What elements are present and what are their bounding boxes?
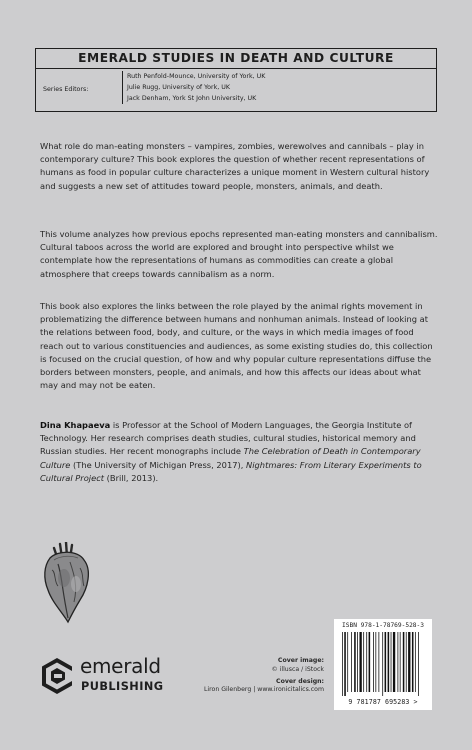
anatomical-heart-icon <box>40 542 94 624</box>
cover-design-value: Liron Gilenberg | www.ironicitalics.com <box>203 686 324 694</box>
barcode-stripe <box>375 632 376 692</box>
barcode-stripe <box>373 632 374 692</box>
barcode-stripe <box>418 632 419 696</box>
author-bio-text: (The University of Michigan Press, 2017), <box>70 459 247 470</box>
barcode-stripe <box>363 632 364 692</box>
series-editors-label: Series Editors: <box>43 86 89 93</box>
author-bio <box>40 419 438 485</box>
publisher-name: emerald <box>80 654 161 678</box>
barcode-stripe <box>408 632 410 692</box>
series-editors-list <box>122 71 265 104</box>
series-editor: Jack Denham, York St John University, UK <box>127 95 257 102</box>
isbn-label: ISBN 978-1-78769-528-3 <box>342 622 424 629</box>
barcode-stripe <box>403 632 405 692</box>
isbn-barcode <box>334 619 432 710</box>
blurb-paragraph-1: What role do man-eating monsters – vampires, zombies, werewolves and cannibals – play in contemporary culture? This book explores the question of whether recent representations of humans as food in popular culture characterizes a unique moment in Western cultural history and suggests a new set of attitudes toward people, monsters, animals, and death. <box>40 141 430 191</box>
blurb-paragraph-3: This book also explores the links between the role played by the animal rights movement in problematizing the difference between humans and nonhuman animals. Instead of looking at the relations between food, body, and culture, or the ways in which media images of food reach out to various constituencies and audiences, as some existing studies do, this collection is focused on the crucial question, of how and why popular culture representations diffuse the borders between monsters, people, and animals, and how this affects our ideas about what may and may not be eaten. <box>40 301 433 391</box>
author-bio-text: is Professor at the School of Modern Languages, the Georgia Institute of Technology. Her research comprises death studies, cultural studies, historical memory and Russian studies. Her recent monographs include <box>40 420 416 457</box>
barcode-stripe <box>369 632 371 692</box>
barcode-stripe <box>382 632 383 696</box>
barcode-stripe <box>354 632 356 692</box>
barcode-stripe <box>388 632 390 692</box>
barcode-stripe <box>412 632 414 692</box>
author-book-title: Nightmares: From Literary Experiments to Cultural Project <box>40 459 422 483</box>
barcode-stripe <box>400 632 401 692</box>
barcode-stripe <box>393 632 395 692</box>
author-bio-text: (Brill, 2013). <box>104 472 159 483</box>
barcode-stripe <box>406 632 407 692</box>
barcode-stripe <box>378 632 379 692</box>
barcode-stripe <box>391 632 392 692</box>
barcode-stripe <box>344 632 346 696</box>
blurb-paragraph-2: This volume analyzes how previous epochs represented man-eating monsters and cannibalism. Cultural taboos across the world are explored and brought into perspective whilst we contemplate how the representations of humans as commodities can create a global atmosphere that creeps towards cannibalism as a norm. <box>40 229 438 279</box>
author-book-title: The Celebration of Death in Contemporary Culture <box>40 446 421 470</box>
barcode-stripe <box>357 632 358 692</box>
cover-design-label: Cover design: <box>276 677 324 685</box>
barcode-stripe <box>398 632 399 692</box>
isbn-digits: 9 781787 695283 > <box>348 698 418 706</box>
cover-image-value: © illusca / iStock <box>271 665 324 673</box>
series-box <box>35 48 437 112</box>
series-editor: Julie Rugg, University of York, UK <box>127 84 230 91</box>
barcode-stripe <box>415 632 416 692</box>
author-name: Dina Khapaeva <box>40 420 111 430</box>
series-editor: Ruth Penfold-Mounce, University of York, UK <box>127 73 266 80</box>
barcode-stripe <box>347 632 348 692</box>
emerald-e-logo-icon <box>40 657 74 695</box>
cover-image-label: Cover image: <box>277 657 324 664</box>
barcode-bars <box>342 632 428 696</box>
barcode-stripe <box>351 632 352 692</box>
barcode-stripe <box>385 632 387 692</box>
barcode-stripe <box>342 632 343 696</box>
publisher-subname: PUBLISHING <box>81 680 164 693</box>
barcode-stripe <box>359 632 361 692</box>
series-title: EMERALD STUDIES IN DEATH AND CULTURE <box>36 49 436 69</box>
cover-credits <box>204 657 324 695</box>
barcode-stripe <box>366 632 367 692</box>
